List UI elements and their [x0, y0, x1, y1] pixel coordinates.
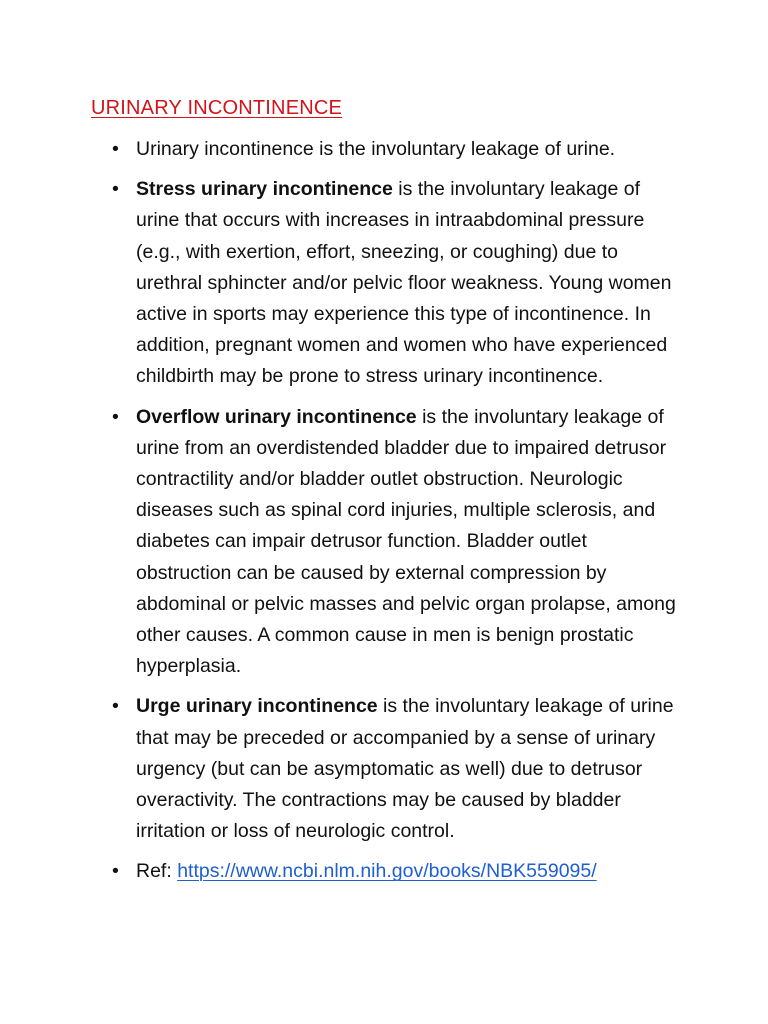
bullet-icon: • [112, 860, 119, 883]
list-item-reference [112, 856, 682, 887]
list-item-urge [112, 691, 682, 847]
item-text: is the involuntary leakage of urine from an overdistended bladder due to impaired detrusor contractility and/or bladder outlet obstruction. Neurologic diseases such as spinal cord injuries, multiple sclerosis, and diabetes can impair detrusor function. Bladder outlet obstruction can be caused by external compression by abdominal or pelvic masses and pelvic organ prolapse, among other causes. A common cause in men is benign prostatic hyperplasia. [136, 405, 676, 678]
item-text: is the involuntary leakage of urine that may be preceded or accompanied by a sense of urinary urgency (but can be asymptomatic as well) due to detrusor overactivity. The contractions may be caused by bladder irritation or loss of neurologic control. [136, 695, 674, 843]
bullet-list [112, 134, 682, 897]
item-text: Urinary incontinence is the involuntary leakage of urine. [136, 138, 616, 160]
list-item-stress [112, 174, 682, 392]
bullet-icon: • [112, 178, 119, 201]
list-item-overflow [112, 402, 682, 683]
item-text: is the involuntary leakage of urine that occurs with increases in intraabdominal pressure (e.g., with exertion, effort, sneezing, or coughing) due to urethral sphincter and/or pelvic floor weakness. Young women active in sports may experience this type of incontinence. In addition, pregnant women and women who have experienced childbirth may be prone to stress urinary incontinence. [136, 178, 672, 388]
page-title: URINARY INCONTINENCE [91, 97, 343, 119]
list-item-definition [112, 134, 682, 165]
reference-link[interactable]: https://www.ncbi.nlm.nih.gov/books/NBK559095/ [177, 860, 597, 883]
ref-label: Ref: [136, 860, 178, 883]
bullet-icon: • [112, 695, 119, 718]
item-term: Stress urinary incontinence [136, 178, 393, 201]
bullet-icon: • [112, 138, 119, 160]
item-term: Overflow urinary incontinence [136, 405, 417, 428]
bullet-icon: • [112, 405, 119, 428]
item-term: Urge urinary incontinence [136, 695, 378, 718]
